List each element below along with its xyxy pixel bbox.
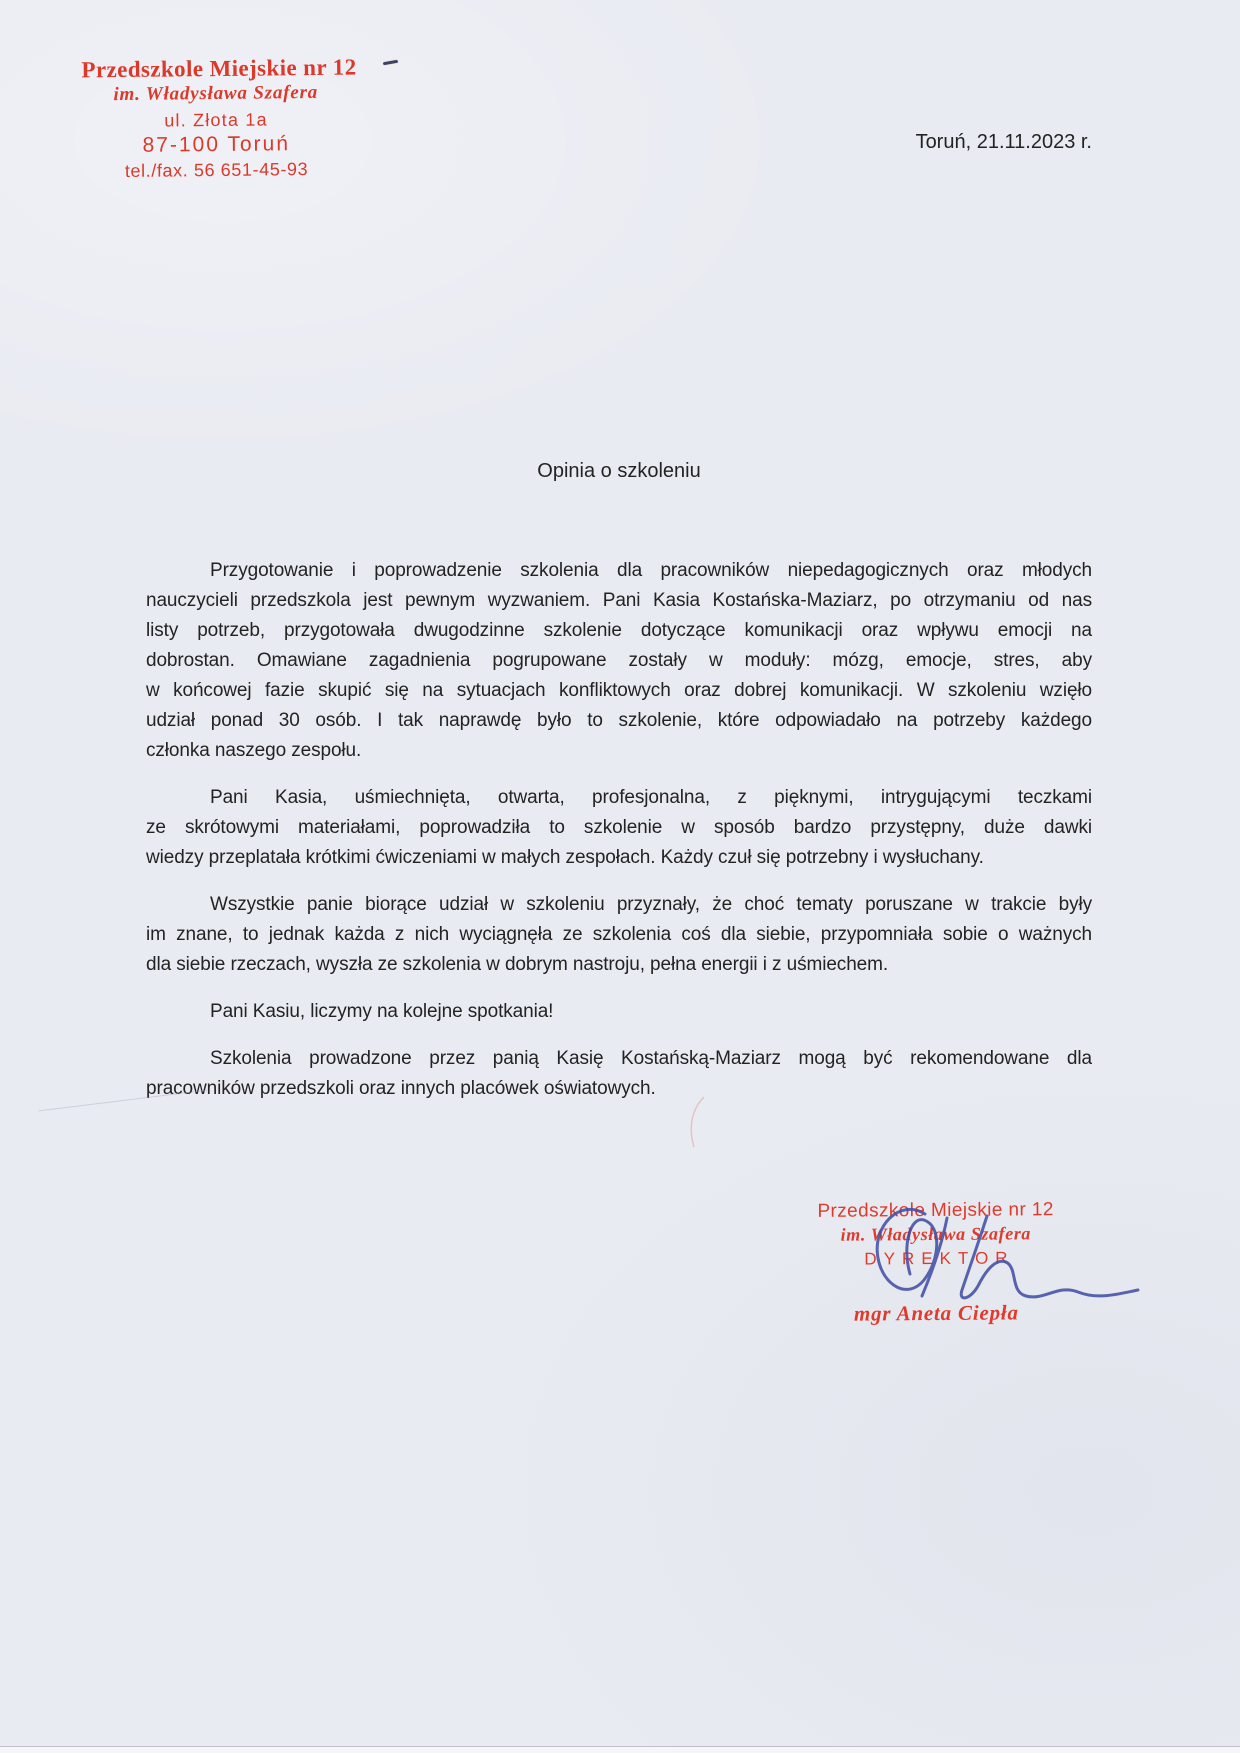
body-line: Pani Kasiu, liczymy na kolejne spotkania! (210, 1001, 554, 1022)
body-line: Pani Kasia, uśmiechnięta, otwarta, profesjonalna, z pięknymi, intrygującymi teczkami (210, 787, 1092, 808)
footer-stamp-patron: im. Władysława Szafera (840, 1223, 1032, 1245)
body-line: dla siebie rzeczach, wyszła ze szkolenia w dobrym nastroju, pełna energii i z uśmiechem. (146, 954, 889, 975)
document-title: Opinia o szkoleniu (537, 460, 701, 482)
body-line: udział ponad 30 osób. I tak naprawdę było to szkolenie, które odpowiadało na potrzeby każdego (146, 710, 1092, 731)
body-line: Przygotowanie i poprowadzenie szkolenia dla pracowników niepedagogicznych oraz młodych (210, 560, 1092, 581)
header-stamp-street: ul. Złota 1a (164, 109, 268, 131)
paragraph-5 (146, 1044, 1092, 1104)
body-line: członka naszego zespołu. (146, 740, 362, 761)
scan-edge (0, 1746, 1240, 1753)
letter-body (146, 556, 1092, 1121)
body-line: Szkolenia prowadzone przez panią Kasię Kostańską-Maziarz mogą być rekomendowane dla (210, 1048, 1092, 1069)
header-stamp-patron: im. Władysława Szafera (113, 81, 319, 106)
date-line: Toruń, 21.11.2023 r. (915, 131, 1092, 153)
paragraph-2 (146, 783, 1092, 873)
header-stamp-city: 87-100 Toruń (142, 132, 291, 157)
paragraph-3 (146, 890, 1092, 980)
body-line: Wszystkie panie biorące udział w szkoleniu przyznały, że choć tematy poruszane w trakcie były (210, 894, 1092, 915)
body-line: wiedzy przeplatała krótkimi ćwiczeniami w małych zespołach. Każdy czuł się potrzebny i wysłuchany. (146, 847, 984, 868)
footer-stamp-role: DYREKTOR (864, 1248, 1015, 1269)
header-stamp-institution: Przedszkole Miejskie nr 12 (81, 54, 357, 83)
body-line: ze skrótowymi materiałami, poprowadziła to szkolenie w sposób bardzo przystępny, duże dawki (146, 817, 1092, 838)
header-stamp (81, 54, 357, 183)
body-line: dobrostan. Omawiane zagadnienia pogrupowane zostały w moduły: mózg, emocje, stres, aby (146, 650, 1092, 671)
faint-ink-arc (680, 1095, 720, 1150)
paragraph-4 (146, 997, 1092, 1027)
body-line: w końcowej fazie skupić się na sytuacjach konfliktowych oraz dobrej komunikacji. W szkoleniu wzięło (146, 680, 1092, 701)
footer-stamp (798, 1199, 1075, 1327)
body-line: im znane, to jednak każda z nich wyciągnęła ze szkolenia coś dla siebie, przypomniała sobie o ważnych (146, 924, 1092, 945)
body-line: pracowników przedszkoli oraz innych placówek oświatowych. (146, 1078, 656, 1099)
body-line: nauczycieli przedszkola jest pewnym wyzwaniem. Pani Kasia Kostańska-Maziarz, po otrzymaniu od nas (146, 590, 1092, 611)
header-stamp-phone: tel./fax. 56 651-45-93 (124, 159, 309, 181)
body-line: listy potrzeb, przygotowała dwugodzinne szkolenie dotyczące komunikacji oraz wpływu emocji na (146, 620, 1092, 641)
footer-stamp-institution: Przedszkole Miejskie nr 12 (817, 1199, 1054, 1222)
pen-mark (383, 60, 398, 66)
paragraph-1 (146, 556, 1092, 766)
footer-stamp-signer: mgr Aneta Ciepła (853, 1300, 1019, 1326)
